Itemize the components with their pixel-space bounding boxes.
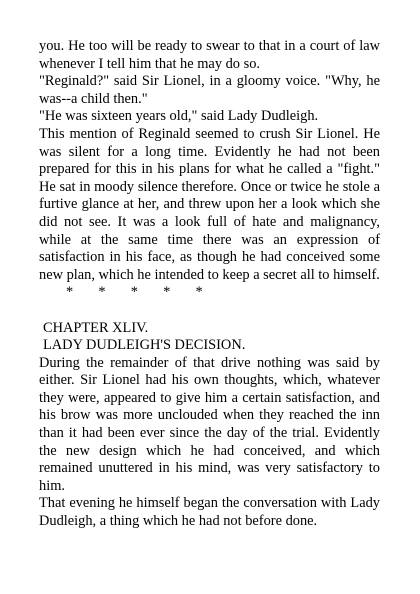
paragraph-that-evening: That evening he himself began the conversation with Lady Dudleigh, a thing which he had not before done. — [39, 495, 380, 530]
chapter-number: CHAPTER XLIV. — [43, 319, 149, 336]
paragraph-remainder-of-drive: During the remainder of that drive nothing was said by either. Sir Lionel had his own thoughts, which, whatever they were, appeared to give him a certain satisfaction, and his brow was more unclouded when they reached the inn than it had been ever since the day of the trial. Evidently the new design which he had conceived, and which remained unuttered in his mind, was very satisfactory to him. — [39, 354, 380, 494]
paragraph-reginald-question: "Reginald?" said Sir Lionel, in a gloomy voice. "Why, he was--a child then." — [39, 73, 380, 107]
chapter-title: LADY DUDLEIGH'S DECISION. — [43, 337, 246, 354]
paragraph-mention-of-reginald: This mention of Reginald seemed to crush Sir Lionel. He was silent for a long time. Evidently he had not been prepared for this in his plans for what he called a "fight." He sat in moody silence therefore. Once or twice he stole a furtive glance at her, and threw upon her a look which she did not see. It was a look full of hate and malignancy, while at the same time there was an expression of satisfaction in his face, as though he had conceived some new plan, which he intended to keep a secret all to himself. — [39, 125, 380, 283]
section-separator: * * * * * — [66, 284, 203, 301]
paragraph-sixteen-years: "He was sixteen years old," said Lady Dudleigh. — [39, 108, 319, 125]
blank-line — [39, 302, 380, 320]
paragraph-continuation: you. He too will be ready to swear to that in a court of law whenever I tell him that he may do so. — [39, 38, 380, 72]
